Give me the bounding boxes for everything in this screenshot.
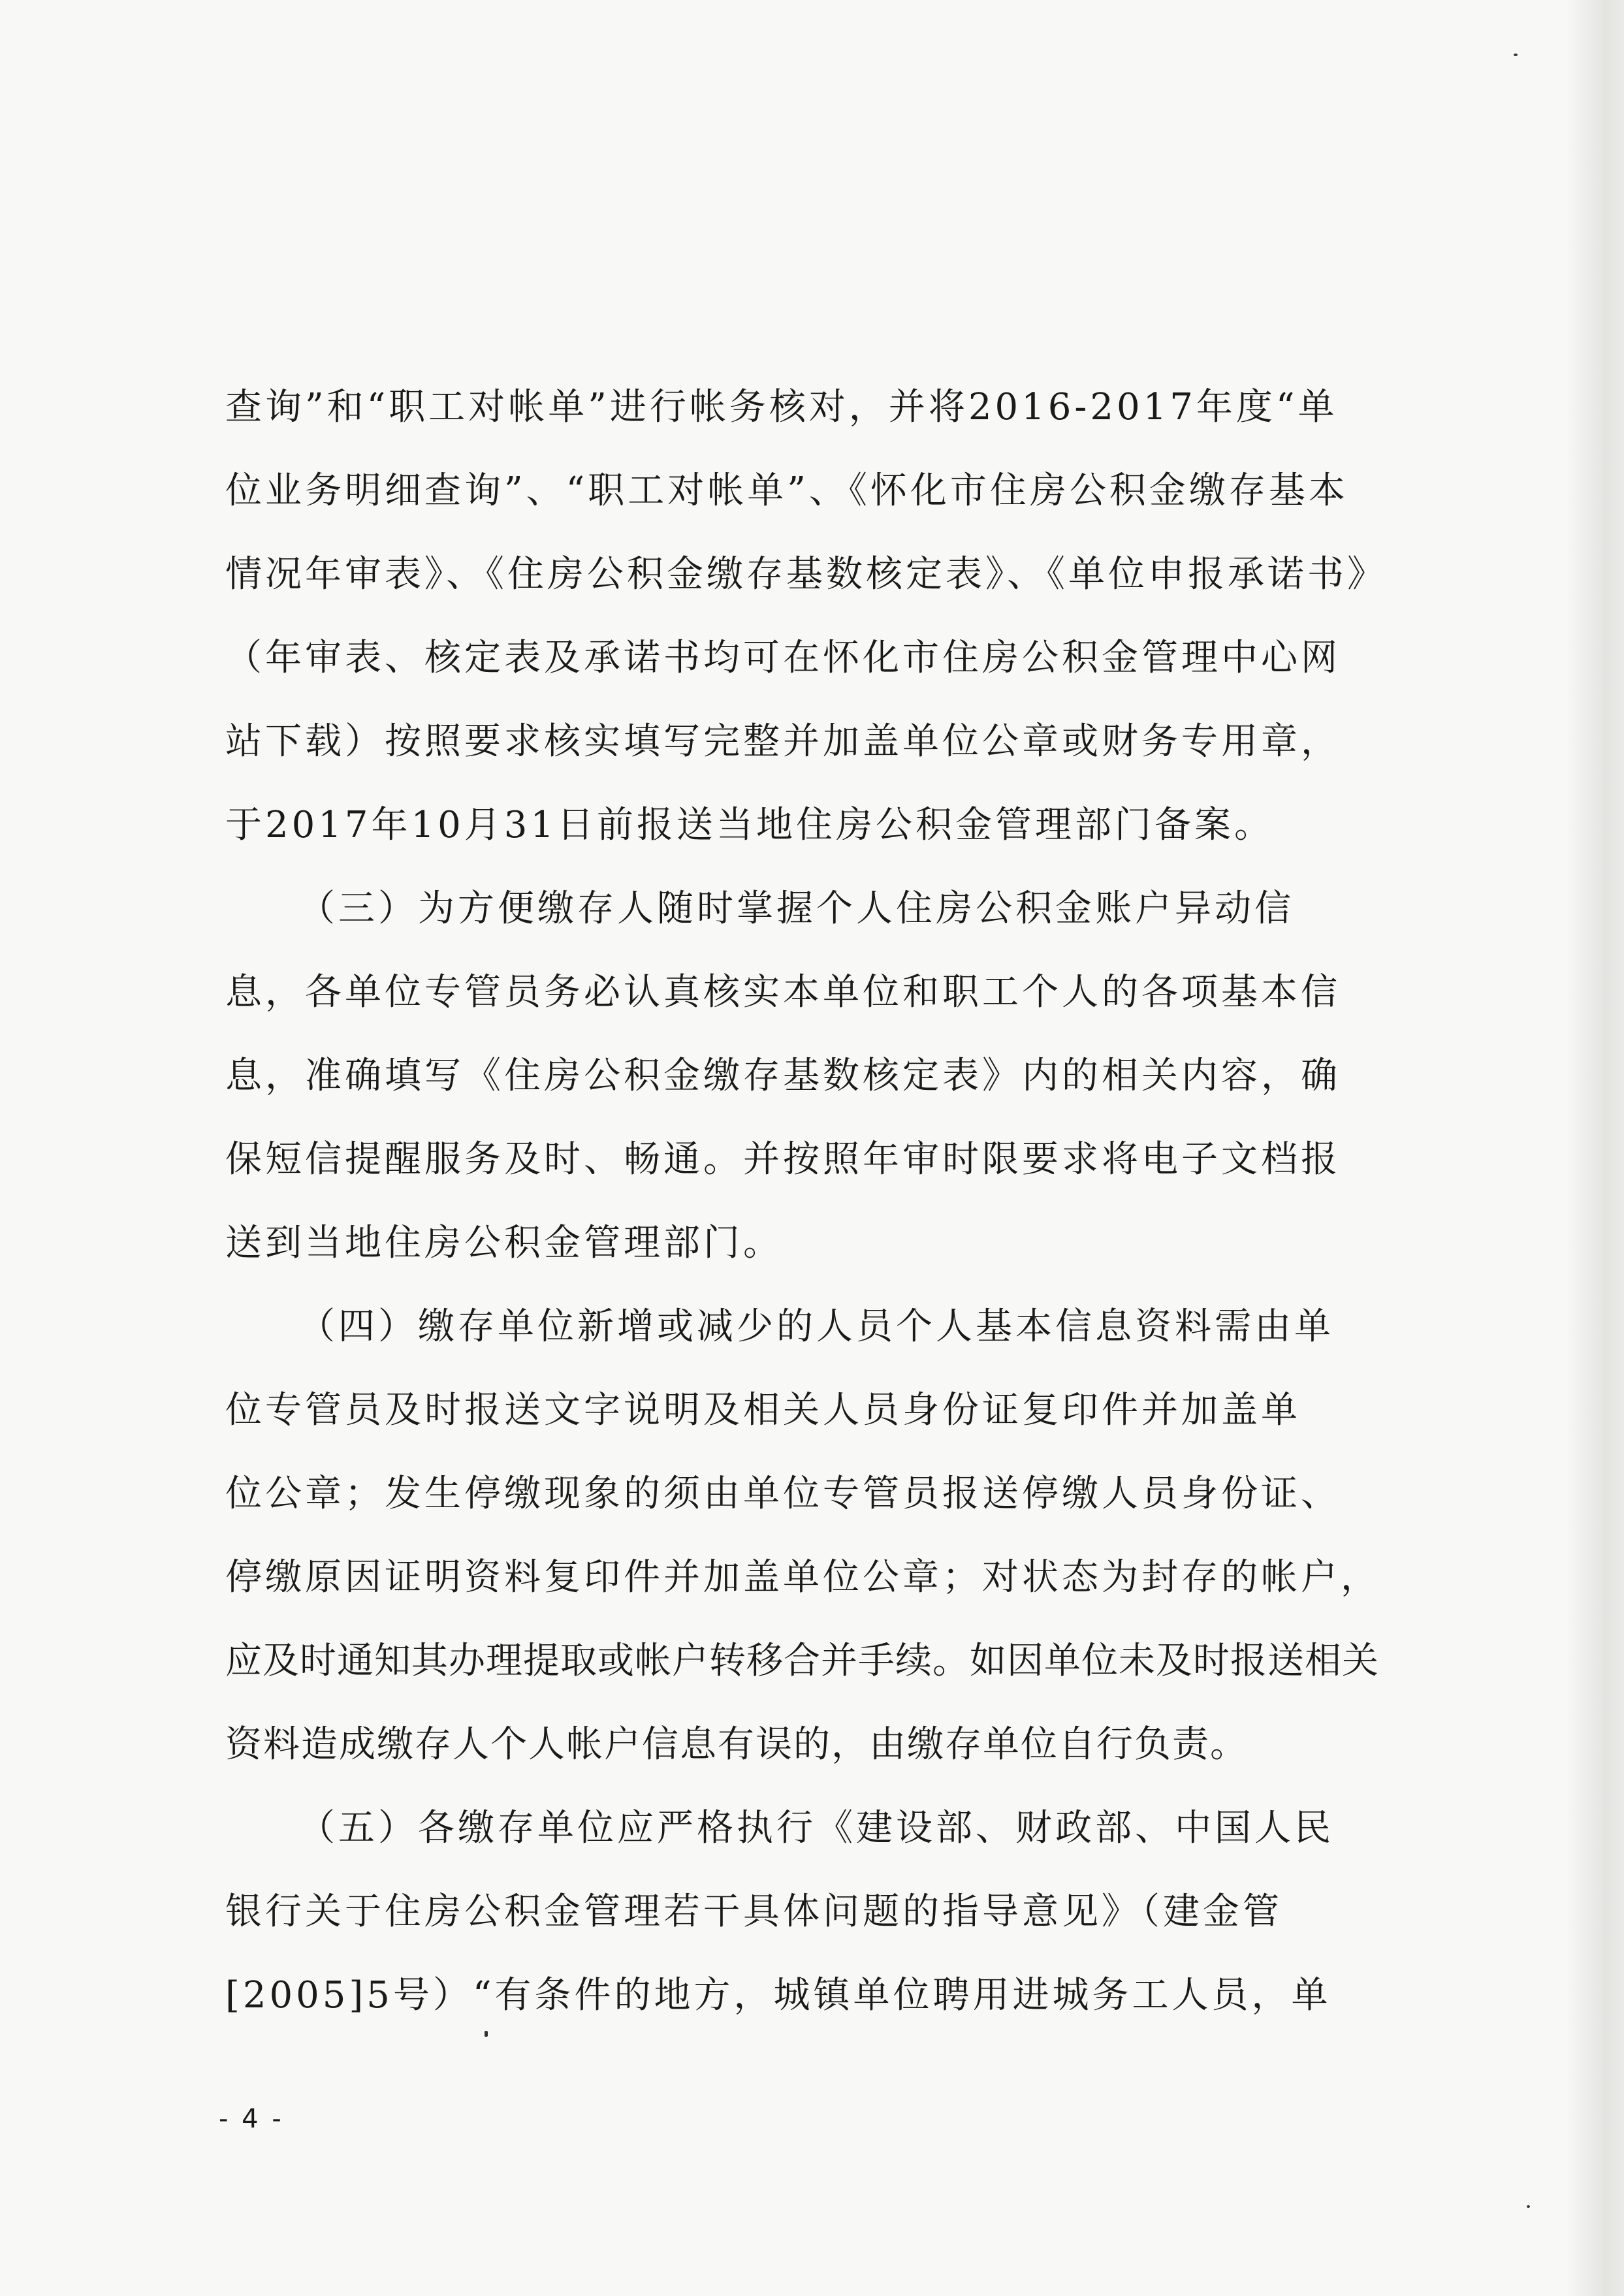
paragraph-start-line: （三）为方便缴存人随时掌握个人住房公积金账户异动信 [298, 887, 1294, 930]
scan-edge-shadow [1565, 0, 1624, 2296]
text-line: 查询”和“职工对帐单”进行帐务核对，并将2016-2017年度“单 [225, 386, 1338, 428]
text-line: 银行关于住房公积金管理若干具体问题的指导意见》（建金管 [225, 1890, 1282, 1933]
scan-speck [485, 2031, 488, 2037]
paragraph-start-line: （四）缴存单位新增或减少的人员个人基本信息资料需由单 [298, 1305, 1334, 1348]
text-line: 息，各单位专管员务必认真核实本单位和职工个人的各项基本信 [225, 971, 1341, 1013]
text-line: 位业务明细查询”、“职工对帐单”、《怀化市住房公积金缴存基本 [225, 470, 1348, 512]
text-line: 情况年审表》、《住房公积金缴存基数核定表》、《单位申报承诺书》 [225, 553, 1387, 596]
document-body [225, 366, 1388, 2037]
text-line: 保短信提醒服务及时、畅通。并按照年审时限要求将电子文档报 [225, 1138, 1341, 1181]
text-line: [2005]5号）“有条件的地方，城镇单位聘用进城务工人员，单 [225, 1974, 1331, 2017]
text-line: （年审表、核定表及承诺书均可在怀化市住房公积金管理中心网 [225, 637, 1341, 679]
page-number: - 4 - [219, 2104, 284, 2134]
text-line: 位公章；发生停缴现象的须由单位专管员报送停缴人员身份证、 [225, 1473, 1341, 1515]
text-line: 送到当地住房公积金管理部门。 [225, 1222, 783, 1264]
scan-speck [1514, 54, 1518, 56]
text-line: 应及时通知其办理提取或帐户转移合并手续。如因单位未及时报送相关 [225, 1640, 1379, 1682]
paragraph-start-line: （五）各缴存单位应严格执行《建设部、财政部、中国人民 [298, 1807, 1334, 1849]
text-line: 资料造成缴存人个人帐户信息有误的，由缴存单位自行负责。 [225, 1723, 1248, 1766]
text-line: 位专管员及时报送文字说明及相关人员身份证复印件并加盖单 [225, 1389, 1301, 1431]
text-line: 站下载）按照要求核实填写完整并加盖单位公章或财务专用章， [225, 720, 1341, 763]
scan-speck [1527, 2205, 1530, 2208]
text-line: 停缴原因证明资料复印件并加盖单位公章；对状态为封存的帐户， [225, 1556, 1380, 1599]
text-line: 于2017年10月31日前报送当地住房公积金管理部门备案。 [225, 804, 1275, 846]
text-line: 息，准确填写《住房公积金缴存基数核定表》内的相关内容，确 [225, 1055, 1341, 1097]
